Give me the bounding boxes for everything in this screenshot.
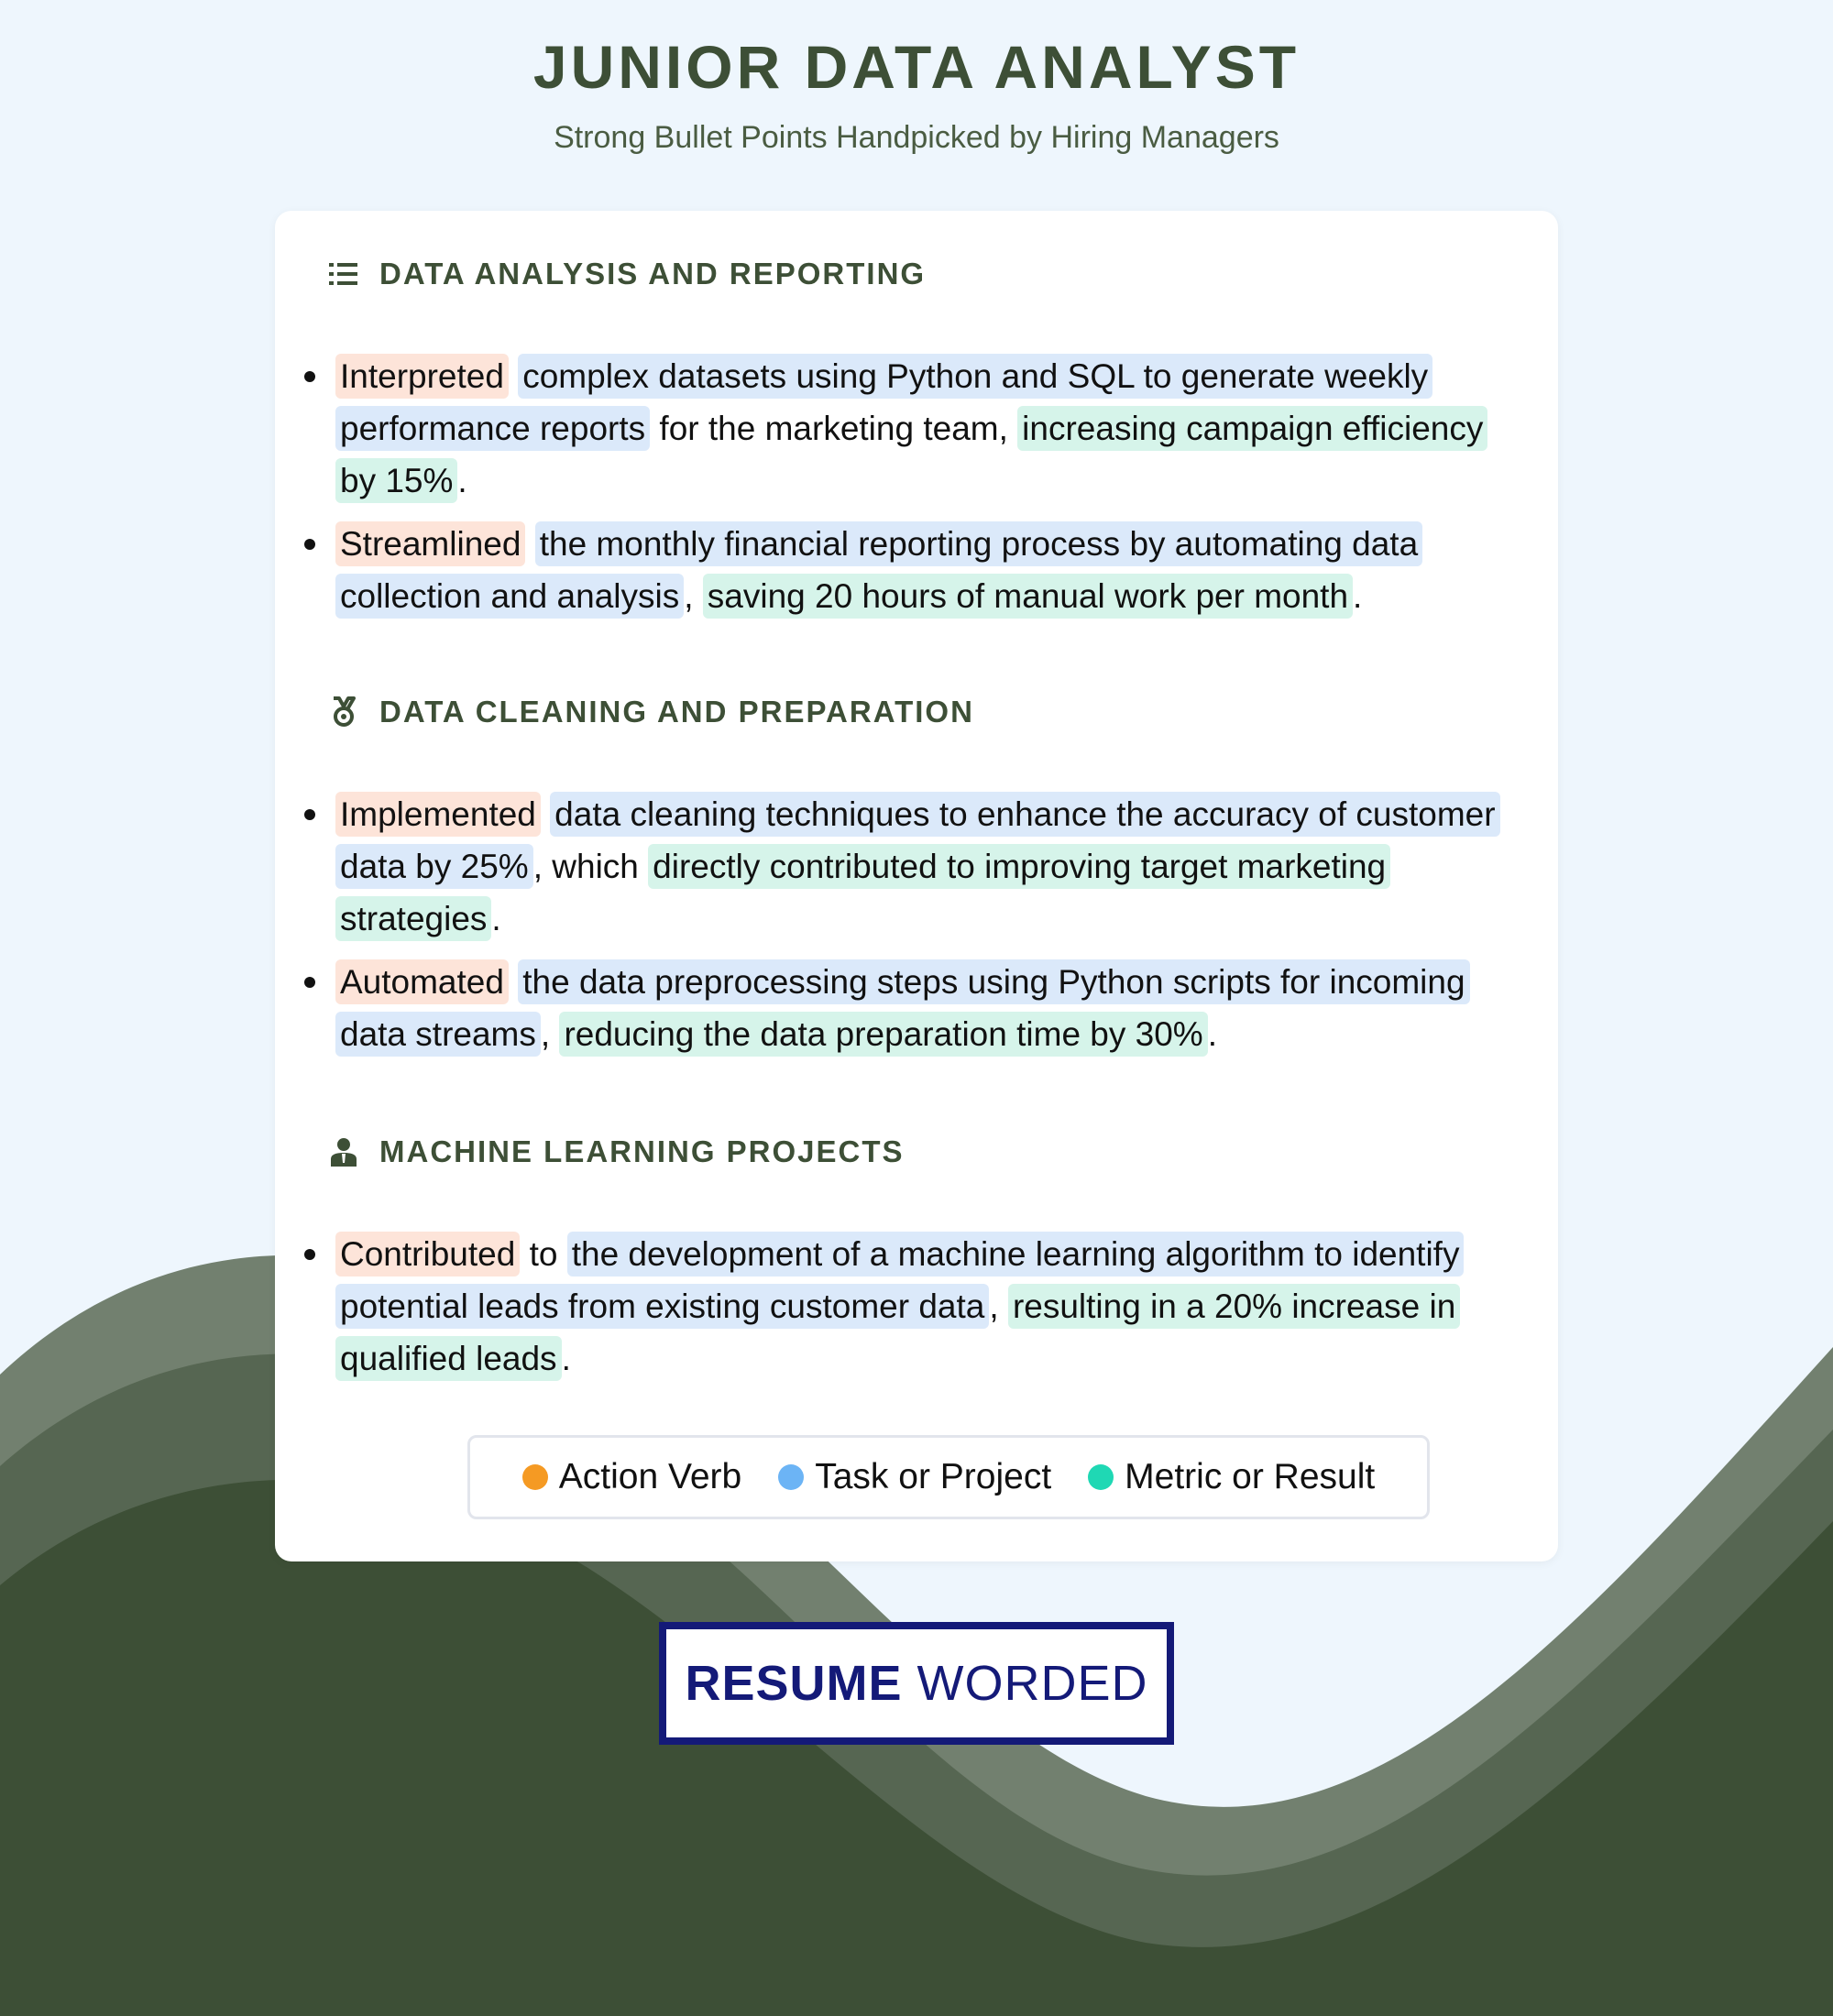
section-title: DATA ANALYSIS AND REPORTING [379, 257, 927, 290]
orange-dot-icon [522, 1464, 548, 1490]
legend-label: Metric or Result [1125, 1457, 1376, 1496]
task-highlight: the monthly financial reporting process by automating data collection and analysis [335, 521, 1422, 619]
task-highlight: complex datasets using Python and SQL to generate weekly performance reports [335, 354, 1432, 451]
action-verb-highlight: Automated [335, 959, 509, 1004]
metric-highlight: directly contributed to improving target marketing strategies [335, 844, 1390, 941]
bullet-text: . [457, 462, 467, 499]
bullet-text: . [491, 900, 501, 937]
legend-action-verb [522, 1457, 741, 1497]
section-data-cleaning [328, 689, 1520, 1071]
section-title: MACHINE LEARNING PROJECTS [379, 1134, 905, 1168]
section-machine-learning [328, 1129, 1520, 1396]
bullet-list [328, 1228, 1520, 1385]
metric-highlight: reducing the data preparation time by 30% [559, 1012, 1207, 1057]
legend-label: Action Verb [558, 1457, 742, 1496]
list-icon [328, 258, 359, 290]
section-header [328, 689, 1520, 735]
bullet-text: . [1353, 577, 1363, 615]
bullet-point [328, 788, 1520, 945]
page-header [0, 0, 1833, 158]
task-highlight: the development of a machine learning algorithm to identify potential leads from existing customer data [335, 1232, 1464, 1329]
logo-text-bold: RESUME [685, 1656, 903, 1711]
bullet-text: , [540, 1015, 560, 1053]
bullet-text: . [561, 1340, 571, 1377]
legend-metric-or-result [1088, 1457, 1375, 1497]
task-highlight: data cleaning techniques to enhance the accuracy of customer data by 25% [335, 792, 1500, 889]
section-title: DATA CLEANING AND PREPARATION [379, 695, 974, 729]
teal-dot-icon [1088, 1464, 1114, 1490]
bullet-point [328, 350, 1520, 507]
bullet-text: for the marketing team, [650, 410, 1018, 447]
page-subtitle: Strong Bullet Points Handpicked by Hiring Managers [554, 120, 1279, 155]
resume-worded-logo [659, 1622, 1174, 1745]
bullet-text [509, 963, 518, 1001]
person-icon [328, 1136, 359, 1167]
bullet-text [509, 357, 518, 395]
bullet-point [328, 1228, 1520, 1385]
bullet-point [328, 518, 1520, 622]
task-highlight: the data preprocessing steps using Python scripts for incoming data streams [335, 959, 1470, 1057]
legend-label: Task or Project [815, 1457, 1052, 1496]
metric-highlight: increasing campaign efficiency by 15% [335, 406, 1487, 503]
action-verb-highlight: Interpreted [335, 354, 509, 399]
metric-highlight: saving 20 hours of manual work per month [703, 574, 1353, 619]
page-title: JUNIOR DATA ANALYST [532, 33, 1301, 101]
action-verb-highlight: Streamlined [335, 521, 525, 566]
metric-highlight: resulting in a 20% increase in qualified leads [335, 1284, 1460, 1381]
medal-icon [328, 696, 359, 728]
logo-text-light: WORDED [916, 1656, 1148, 1711]
section-data-analysis [328, 251, 1520, 633]
bullet-list [328, 350, 1520, 622]
bullet-text [525, 525, 534, 563]
bullet-points-card [275, 211, 1558, 1561]
action-verb-highlight: Contributed [335, 1232, 520, 1276]
bullet-text [541, 795, 550, 833]
bullet-text: to [520, 1235, 567, 1273]
highlight-legend [467, 1435, 1430, 1519]
bullet-point [328, 956, 1520, 1060]
section-header [328, 1129, 1520, 1175]
bullet-text: , [989, 1287, 1008, 1325]
bullet-text: , [684, 577, 703, 615]
legend-task-or-project [778, 1457, 1051, 1497]
section-header [328, 251, 1520, 297]
action-verb-highlight: Implemented [335, 792, 541, 837]
bullet-text: , which [532, 848, 649, 885]
blue-dot-icon [778, 1464, 804, 1490]
bullet-list [328, 788, 1520, 1060]
bullet-text: . [1207, 1015, 1217, 1053]
